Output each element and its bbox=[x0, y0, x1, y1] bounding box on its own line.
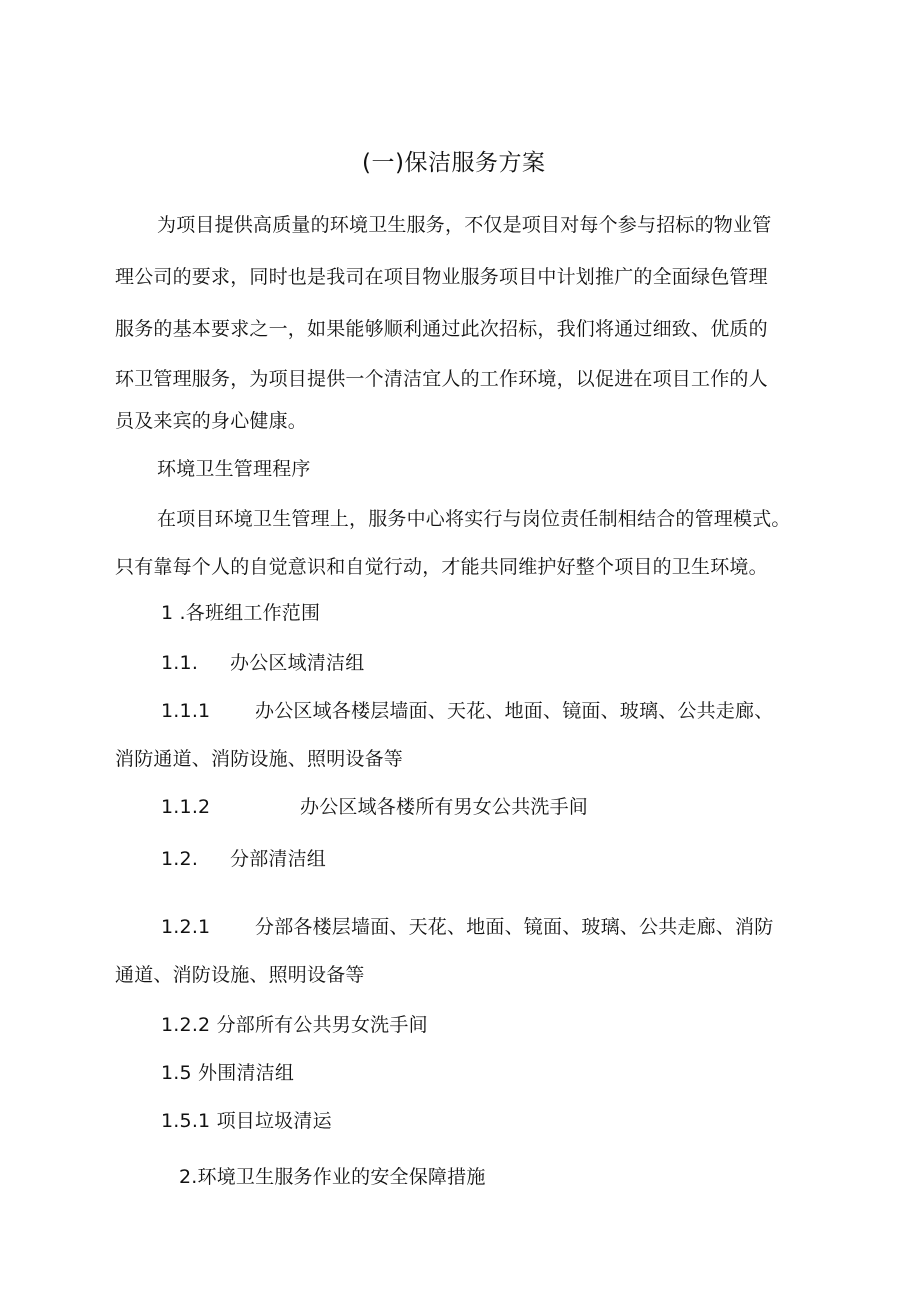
section-heading: 环境卫生管理程序 bbox=[157, 458, 311, 480]
intro-line-2: 理公司的要求，同时也是我司在项目物业服务项目中计划推广的全面绿色管理 bbox=[115, 266, 768, 288]
item-1-2-number: 1.2. bbox=[161, 848, 199, 870]
item-1-1-1-number: 1.1.1 bbox=[161, 700, 211, 722]
item-1-1-number: 1.1. bbox=[161, 652, 199, 674]
item-1-2-2: 1.2.2 分部所有公共男女洗手间 bbox=[161, 1014, 428, 1036]
procedure-line-1: 在项目环境卫生管理上，服务中心将实行与岗位责任制相结合的管理模式。 bbox=[157, 508, 791, 530]
item-1-2-1-number: 1.2.1 bbox=[161, 916, 211, 938]
document-title: (一)保洁服务方案 bbox=[362, 150, 546, 176]
item-1-2-1-text: 分部各楼层墙面、天花、地面、镜面、玻璃、公共走廊、消防 bbox=[255, 916, 774, 938]
item-2: 2.环境卫生服务作业的安全保障措施 bbox=[179, 1166, 486, 1188]
item-1-5-1: 1.5.1 项目垃圾清运 bbox=[161, 1110, 332, 1132]
item-1-1-2-number: 1.1.2 bbox=[161, 796, 211, 818]
item-1-1-text: 办公区域清洁组 bbox=[230, 652, 365, 674]
item-1-1-2-text: 办公区域各楼所有男女公共洗手间 bbox=[300, 796, 589, 818]
intro-line-1: 为项目提供高质量的环境卫生服务，不仅是项目对每个参与招标的物业管 bbox=[157, 214, 772, 236]
intro-line-4: 环卫管理服务，为项目提供一个清洁宜人的工作环境，以促进在项目工作的人 bbox=[115, 368, 768, 390]
procedure-line-2: 只有靠每个人的自觉意识和自觉行动，才能共同维护好整个项目的卫生环境。 bbox=[115, 556, 768, 578]
intro-line-3: 服务的基本要求之一，如果能够顺利通过此次招标，我们将通过细致、优质的 bbox=[115, 318, 768, 340]
item-1-1-1-text: 办公区域各楼层墙面、天花、地面、镜面、玻璃、公共走廊、 bbox=[255, 700, 774, 722]
item-1-1-1-continuation: 消防通道、消防设施、照明设备等 bbox=[115, 748, 404, 770]
item-1-2-text: 分部清洁组 bbox=[230, 848, 327, 870]
intro-line-5: 员及来宾的身心健康。 bbox=[115, 410, 308, 432]
item-1-5: 1.5 外围清洁组 bbox=[161, 1062, 295, 1084]
item-1-2-1-continuation: 通道、消防设施、照明设备等 bbox=[115, 964, 365, 986]
item-1: 1 .各班组工作范围 bbox=[161, 602, 321, 624]
